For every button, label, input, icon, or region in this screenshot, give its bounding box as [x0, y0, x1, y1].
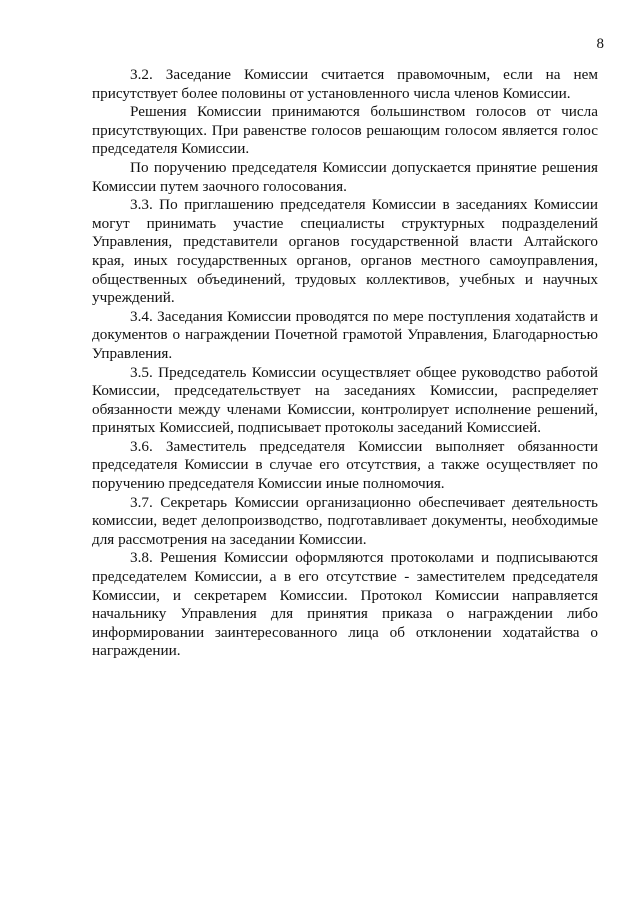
paragraph-3-8: 3.8. Решения Комиссии оформляются протоколами и подписываются председателем Комиссии, а в его отсутствие - заместителем председателя Комиссии, и секретарем Комиссии. Протокол Комиссии направляется начальнику Управления для принятия приказа о награждении либо информировании заинтересованного лица об отклонении ходатайства о награждении. — [92, 549, 598, 660]
paragraph-3-7: 3.7. Секретарь Комиссии организационно обеспечивает деятельность комиссии, ведет делопроизводство, подготавливает документы, необходимые для рассмотрения на заседании Комиссии. — [92, 493, 598, 548]
document-body — [92, 66, 598, 661]
paragraph-3-3: 3.3. По приглашению председателя Комиссии в заседаниях Комиссии могут принимать участие специалисты структурных подразделений Управления, представители органов государственной власти Алтайского края, иных государственных органов, органов местного самоуправления, общественных объединений, трудовых коллективов, учебных и научных учреждений. — [92, 196, 598, 307]
paragraph-decisions-majority: Решения Комиссии принимаются большинством голосов от числа присутствующих. При равенстве голосов решающим голосом является голос председателя Комиссии. — [92, 103, 598, 158]
paragraph-3-6: 3.6. Заместитель председателя Комиссии выполняет обязанности председателя Комиссии в случае его отсутствия, а также осуществляет по поручению председателя Комиссии иные полномочия. — [92, 437, 598, 493]
paragraph-3-2: 3.2. Заседание Комиссии считается правомочным, если на нем присутствует более половины от установленного числа членов Комиссии. — [92, 66, 598, 102]
paragraph-absentee-voting: По поручению председателя Комиссии допускается принятие решения Комиссии путем заочного голосования. — [92, 158, 598, 195]
page-number: 8 — [596, 36, 604, 52]
paragraph-3-4: 3.4. Заседания Комиссии проводятся по мере поступления ходатайств и документов о награждении Почетной грамотой Управления, Благодарностью Управления. — [92, 307, 598, 362]
paragraph-3-5: 3.5. Председатель Комиссии осуществляет общее руководство работой Комиссии, председательствует на заседаниях Комиссии, распределяет обязанности между членами Комиссии, контролирует исполнение решений, принятых Комиссией, подписывает протоколы заседаний Комиссией. — [92, 363, 598, 437]
